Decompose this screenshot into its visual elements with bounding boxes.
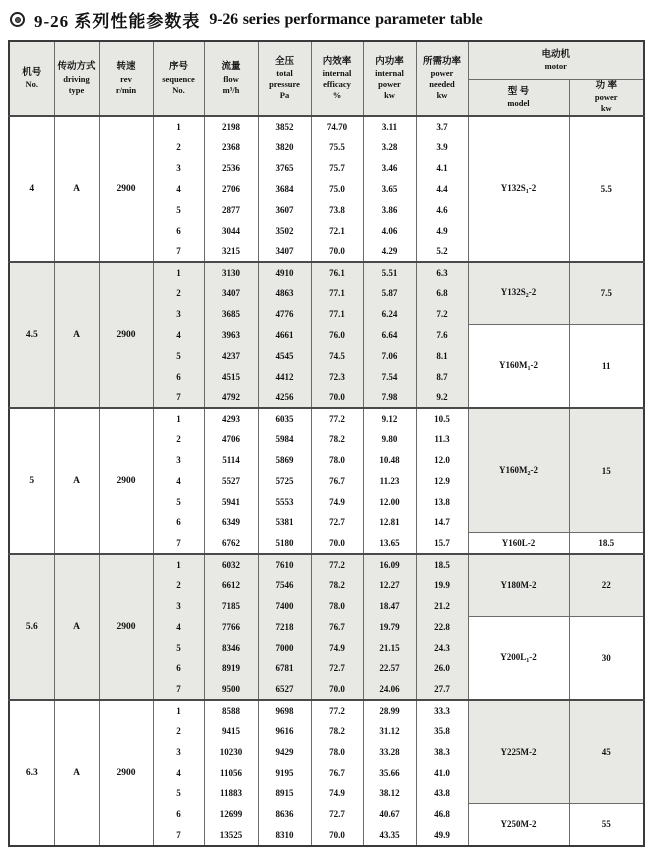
power-needed-cell: 4.1 xyxy=(416,158,468,179)
seq-cell: 6 xyxy=(153,220,204,241)
flow-cell: 9500 xyxy=(204,679,258,700)
internal-power-cell: 5.51 xyxy=(363,262,416,283)
flow-cell: 3215 xyxy=(204,241,258,262)
internal-power-cell: 9.12 xyxy=(363,408,416,429)
efficacy-cell: 73.8 xyxy=(311,199,363,220)
power-needed-cell: 26.0 xyxy=(416,658,468,679)
internal-power-cell: 7.54 xyxy=(363,366,416,387)
seq-cell: 2 xyxy=(153,283,204,304)
motor-model-cell: Y160L-2 xyxy=(468,533,569,554)
seq-cell: 4 xyxy=(153,762,204,783)
efficacy-cell: 77.1 xyxy=(311,283,363,304)
flow-cell: 8919 xyxy=(204,658,258,679)
efficacy-cell: 74.5 xyxy=(311,345,363,366)
seq-cell: 3 xyxy=(153,158,204,179)
power-needed-cell: 24.3 xyxy=(416,637,468,658)
seq-cell: 1 xyxy=(153,700,204,721)
efficacy-cell: 70.0 xyxy=(311,533,363,554)
flow-cell: 3685 xyxy=(204,304,258,325)
parameter-table xyxy=(8,40,645,847)
internal-power-cell: 5.87 xyxy=(363,283,416,304)
internal-power-cell: 33.28 xyxy=(363,741,416,762)
flow-cell: 6032 xyxy=(204,554,258,575)
power-needed-cell: 4.4 xyxy=(416,179,468,200)
internal-power-cell: 16.09 xyxy=(363,554,416,575)
machine-no-cell: 6.3 xyxy=(9,700,54,846)
seq-cell: 3 xyxy=(153,304,204,325)
internal-power-cell: 12.81 xyxy=(363,512,416,533)
pressure-cell: 5725 xyxy=(258,470,311,491)
col-header-rev: 转速 rev r/min xyxy=(99,41,153,116)
rev-cell: 2900 xyxy=(99,700,153,846)
internal-power-cell: 24.06 xyxy=(363,679,416,700)
col-header-pressure: 全压 total pressure Pa xyxy=(258,41,311,116)
pressure-cell: 8636 xyxy=(258,804,311,825)
seq-cell: 7 xyxy=(153,387,204,408)
motor-power-cell: 55 xyxy=(569,804,644,846)
bullseye-icon xyxy=(10,12,25,27)
power-needed-cell: 7.6 xyxy=(416,324,468,345)
pressure-cell: 5381 xyxy=(258,512,311,533)
power-needed-cell: 6.8 xyxy=(416,283,468,304)
flow-cell: 4293 xyxy=(204,408,258,429)
motor-power-cell: 30 xyxy=(569,616,644,699)
flow-cell: 12699 xyxy=(204,804,258,825)
seq-cell: 7 xyxy=(153,825,204,846)
flow-cell: 4237 xyxy=(204,345,258,366)
flow-cell: 6612 xyxy=(204,575,258,596)
pressure-cell: 3820 xyxy=(258,137,311,158)
seq-cell: 7 xyxy=(153,679,204,700)
pressure-cell: 8310 xyxy=(258,825,311,846)
motor-power-cell: 5.5 xyxy=(569,116,644,262)
motor-model-cell: $Y200L_1-2$ xyxy=(468,616,569,699)
motor-model-cell: $Y132S_1-2$ xyxy=(468,116,569,262)
driving-type-cell: A xyxy=(54,700,99,846)
pressure-cell: 9698 xyxy=(258,700,311,721)
col-header-efficacy: 内效率 internal efficacy % xyxy=(311,41,363,116)
flow-cell: 6762 xyxy=(204,533,258,554)
flow-cell: 10230 xyxy=(204,741,258,762)
power-needed-cell: 9.2 xyxy=(416,387,468,408)
flow-cell: 5941 xyxy=(204,491,258,512)
flow-cell: 4706 xyxy=(204,429,258,450)
seq-cell: 4 xyxy=(153,470,204,491)
rev-cell: 2900 xyxy=(99,408,153,554)
internal-power-cell: 12.27 xyxy=(363,575,416,596)
motor-power-cell: 18.5 xyxy=(569,533,644,554)
power-needed-cell: 8.1 xyxy=(416,345,468,366)
power-needed-cell: 5.2 xyxy=(416,241,468,262)
motor-model-cell: Y180M-2 xyxy=(468,554,569,617)
efficacy-cell: 76.0 xyxy=(311,324,363,345)
pressure-cell: 7218 xyxy=(258,616,311,637)
flow-cell: 9415 xyxy=(204,720,258,741)
flow-cell: 8588 xyxy=(204,700,258,721)
power-needed-cell: 13.8 xyxy=(416,491,468,512)
efficacy-cell: 76.7 xyxy=(311,470,363,491)
seq-cell: 5 xyxy=(153,199,204,220)
internal-power-cell: 22.57 xyxy=(363,658,416,679)
pressure-cell: 5869 xyxy=(258,450,311,471)
power-needed-cell: 4.6 xyxy=(416,199,468,220)
seq-cell: 4 xyxy=(153,616,204,637)
power-needed-cell: 11.3 xyxy=(416,429,468,450)
motor-group-header: 电动机 motor xyxy=(468,41,644,79)
internal-power-cell: 18.47 xyxy=(363,595,416,616)
efficacy-cell: 72.7 xyxy=(311,804,363,825)
internal-power-cell: 7.98 xyxy=(363,387,416,408)
efficacy-cell: 78.2 xyxy=(311,720,363,741)
pressure-cell: 4256 xyxy=(258,387,311,408)
efficacy-cell: 70.0 xyxy=(311,241,363,262)
power-needed-cell: 14.7 xyxy=(416,512,468,533)
efficacy-cell: 78.0 xyxy=(311,595,363,616)
pressure-cell: 5553 xyxy=(258,491,311,512)
flow-cell: 2706 xyxy=(204,179,258,200)
power-needed-cell: 35.8 xyxy=(416,720,468,741)
internal-power-cell: 13.65 xyxy=(363,533,416,554)
efficacy-cell: 72.3 xyxy=(311,366,363,387)
machine-no-cell: 5.6 xyxy=(9,554,54,700)
driving-type-cell: A xyxy=(54,408,99,554)
pressure-cell: 7400 xyxy=(258,595,311,616)
pressure-cell: 3684 xyxy=(258,179,311,200)
seq-cell: 6 xyxy=(153,804,204,825)
flow-cell: 8346 xyxy=(204,637,258,658)
flow-cell: 7766 xyxy=(204,616,258,637)
power-needed-cell: 7.2 xyxy=(416,304,468,325)
internal-power-cell: 12.00 xyxy=(363,491,416,512)
power-needed-cell: 27.7 xyxy=(416,679,468,700)
pressure-cell: 5984 xyxy=(258,429,311,450)
efficacy-cell: 77.2 xyxy=(311,554,363,575)
col-header-seq: 序号 sequence No. xyxy=(153,41,204,116)
seq-cell: 1 xyxy=(153,554,204,575)
pressure-cell: 3607 xyxy=(258,199,311,220)
seq-cell: 6 xyxy=(153,658,204,679)
pressure-cell: 3502 xyxy=(258,220,311,241)
pressure-cell: 6527 xyxy=(258,679,311,700)
internal-power-cell: 3.28 xyxy=(363,137,416,158)
page-title xyxy=(10,7,483,32)
motor-power-cell: 11 xyxy=(569,324,644,407)
power-needed-cell: 43.8 xyxy=(416,783,468,804)
pressure-cell: 4910 xyxy=(258,262,311,283)
seq-cell: 2 xyxy=(153,429,204,450)
motor-model-cell: Y250M-2 xyxy=(468,804,569,846)
page-title-zh: 9-26 系列性能参数表 xyxy=(34,12,201,31)
table-container xyxy=(8,40,645,847)
seq-cell: 4 xyxy=(153,179,204,200)
power-needed-cell: 12.9 xyxy=(416,470,468,491)
internal-power-cell: 6.64 xyxy=(363,324,416,345)
internal-power-cell: 19.79 xyxy=(363,616,416,637)
seq-cell: 6 xyxy=(153,366,204,387)
seq-cell: 3 xyxy=(153,450,204,471)
pressure-cell: 6781 xyxy=(258,658,311,679)
pressure-cell: 7610 xyxy=(258,554,311,575)
internal-power-cell: 3.65 xyxy=(363,179,416,200)
pressure-cell: 4661 xyxy=(258,324,311,345)
seq-cell: 6 xyxy=(153,512,204,533)
flow-cell: 2198 xyxy=(204,116,258,137)
power-needed-cell: 49.9 xyxy=(416,825,468,846)
flow-cell: 3130 xyxy=(204,262,258,283)
efficacy-cell: 77.1 xyxy=(311,304,363,325)
internal-power-cell: 6.24 xyxy=(363,304,416,325)
flow-cell: 3044 xyxy=(204,220,258,241)
seq-cell: 1 xyxy=(153,116,204,137)
internal-power-cell: 3.46 xyxy=(363,158,416,179)
seq-cell: 5 xyxy=(153,637,204,658)
power-needed-cell: 15.7 xyxy=(416,533,468,554)
seq-cell: 3 xyxy=(153,741,204,762)
power-needed-cell: 38.3 xyxy=(416,741,468,762)
pressure-cell: 7000 xyxy=(258,637,311,658)
efficacy-cell: 75.7 xyxy=(311,158,363,179)
pressure-cell: 4412 xyxy=(258,366,311,387)
pressure-cell: 3852 xyxy=(258,116,311,137)
driving-type-cell: A xyxy=(54,554,99,700)
internal-power-cell: 3.86 xyxy=(363,199,416,220)
pressure-cell: 4545 xyxy=(258,345,311,366)
rev-cell: 2900 xyxy=(99,116,153,262)
internal-power-cell: 28.99 xyxy=(363,700,416,721)
efficacy-cell: 76.1 xyxy=(311,262,363,283)
motor-power-cell: 22 xyxy=(569,554,644,617)
col-header-internal-power: 内功率 internal power kw xyxy=(363,41,416,116)
flow-cell: 7185 xyxy=(204,595,258,616)
power-needed-cell: 18.5 xyxy=(416,554,468,575)
efficacy-cell: 70.0 xyxy=(311,387,363,408)
col-header-power-needed: 所需功率 power needed kw xyxy=(416,41,468,116)
seq-cell: 5 xyxy=(153,345,204,366)
flow-cell: 2877 xyxy=(204,199,258,220)
pressure-cell: 4776 xyxy=(258,304,311,325)
driving-type-cell: A xyxy=(54,116,99,262)
flow-cell: 2368 xyxy=(204,137,258,158)
seq-cell: 1 xyxy=(153,262,204,283)
motor-model-cell: $Y132S_2-2$ xyxy=(468,262,569,325)
seq-cell: 5 xyxy=(153,491,204,512)
pressure-cell: 3407 xyxy=(258,241,311,262)
power-needed-cell: 22.8 xyxy=(416,616,468,637)
seq-cell: 5 xyxy=(153,783,204,804)
efficacy-cell: 75.5 xyxy=(311,137,363,158)
flow-cell: 5114 xyxy=(204,450,258,471)
flow-cell: 6349 xyxy=(204,512,258,533)
power-needed-cell: 21.2 xyxy=(416,595,468,616)
seq-cell: 2 xyxy=(153,137,204,158)
internal-power-cell: 10.48 xyxy=(363,450,416,471)
flow-cell: 4792 xyxy=(204,387,258,408)
motor-power-header: 功 率 power kw xyxy=(569,79,644,116)
col-header-no: 机号 No. xyxy=(9,41,54,116)
machine-no-cell: 4 xyxy=(9,116,54,262)
seq-cell: 7 xyxy=(153,533,204,554)
power-needed-cell: 33.3 xyxy=(416,700,468,721)
page-title-en: 9-26 series performance parameter table xyxy=(209,10,483,28)
rev-cell: 2900 xyxy=(99,554,153,700)
internal-power-cell: 38.12 xyxy=(363,783,416,804)
power-needed-cell: 3.7 xyxy=(416,116,468,137)
power-needed-cell: 10.5 xyxy=(416,408,468,429)
efficacy-cell: 74.9 xyxy=(311,491,363,512)
internal-power-cell: 40.67 xyxy=(363,804,416,825)
internal-power-cell: 4.29 xyxy=(363,241,416,262)
power-needed-cell: 41.0 xyxy=(416,762,468,783)
motor-model-header: 型 号 model xyxy=(468,79,569,116)
rev-cell: 2900 xyxy=(99,262,153,408)
seq-cell: 7 xyxy=(153,241,204,262)
internal-power-cell: 9.80 xyxy=(363,429,416,450)
motor-power-cell: 7.5 xyxy=(569,262,644,325)
efficacy-cell: 70.0 xyxy=(311,679,363,700)
pressure-cell: 5180 xyxy=(258,533,311,554)
efficacy-cell: 78.0 xyxy=(311,450,363,471)
power-needed-cell: 19.9 xyxy=(416,575,468,596)
efficacy-cell: 78.2 xyxy=(311,575,363,596)
efficacy-cell: 75.0 xyxy=(311,179,363,200)
pressure-cell: 9195 xyxy=(258,762,311,783)
flow-cell: 2536 xyxy=(204,158,258,179)
power-needed-cell: 8.7 xyxy=(416,366,468,387)
machine-no-cell: 4.5 xyxy=(9,262,54,408)
pressure-cell: 4863 xyxy=(258,283,311,304)
power-needed-cell: 3.9 xyxy=(416,137,468,158)
efficacy-cell: 74.9 xyxy=(311,783,363,804)
motor-model-cell: $Y160M_1-2$ xyxy=(468,324,569,407)
power-needed-cell: 46.8 xyxy=(416,804,468,825)
flow-cell: 4515 xyxy=(204,366,258,387)
power-needed-cell: 6.3 xyxy=(416,262,468,283)
power-needed-cell: 12.0 xyxy=(416,450,468,471)
flow-cell: 13525 xyxy=(204,825,258,846)
efficacy-cell: 74.70 xyxy=(311,116,363,137)
internal-power-cell: 35.66 xyxy=(363,762,416,783)
pressure-cell: 6035 xyxy=(258,408,311,429)
internal-power-cell: 4.06 xyxy=(363,220,416,241)
internal-power-cell: 7.06 xyxy=(363,345,416,366)
pressure-cell: 7546 xyxy=(258,575,311,596)
pressure-cell: 3765 xyxy=(258,158,311,179)
pressure-cell: 9616 xyxy=(258,720,311,741)
pressure-cell: 8915 xyxy=(258,783,311,804)
seq-cell: 2 xyxy=(153,720,204,741)
motor-power-cell: 45 xyxy=(569,700,644,804)
seq-cell: 1 xyxy=(153,408,204,429)
efficacy-cell: 76.7 xyxy=(311,762,363,783)
col-header-flow: 流量 flow m³/h xyxy=(204,41,258,116)
efficacy-cell: 76.7 xyxy=(311,616,363,637)
efficacy-cell: 77.2 xyxy=(311,408,363,429)
seq-cell: 2 xyxy=(153,575,204,596)
flow-cell: 3963 xyxy=(204,324,258,345)
internal-power-cell: 11.23 xyxy=(363,470,416,491)
motor-model-cell: $Y160M_2-2$ xyxy=(468,408,569,533)
efficacy-cell: 72.7 xyxy=(311,658,363,679)
efficacy-cell: 77.2 xyxy=(311,700,363,721)
internal-power-cell: 21.15 xyxy=(363,637,416,658)
efficacy-cell: 74.9 xyxy=(311,637,363,658)
seq-cell: 3 xyxy=(153,595,204,616)
power-needed-cell: 4.9 xyxy=(416,220,468,241)
flow-cell: 11056 xyxy=(204,762,258,783)
col-header-driving: 传动方式 driving type xyxy=(54,41,99,116)
efficacy-cell: 72.7 xyxy=(311,512,363,533)
internal-power-cell: 43.35 xyxy=(363,825,416,846)
efficacy-cell: 78.2 xyxy=(311,429,363,450)
efficacy-cell: 70.0 xyxy=(311,825,363,846)
efficacy-cell: 78.0 xyxy=(311,741,363,762)
driving-type-cell: A xyxy=(54,262,99,408)
flow-cell: 5527 xyxy=(204,470,258,491)
flow-cell: 3407 xyxy=(204,283,258,304)
pressure-cell: 9429 xyxy=(258,741,311,762)
motor-power-cell: 15 xyxy=(569,408,644,533)
internal-power-cell: 31.12 xyxy=(363,720,416,741)
seq-cell: 4 xyxy=(153,324,204,345)
flow-cell: 11883 xyxy=(204,783,258,804)
efficacy-cell: 72.1 xyxy=(311,220,363,241)
motor-model-cell: Y225M-2 xyxy=(468,700,569,804)
machine-no-cell: 5 xyxy=(9,408,54,554)
internal-power-cell: 3.11 xyxy=(363,116,416,137)
